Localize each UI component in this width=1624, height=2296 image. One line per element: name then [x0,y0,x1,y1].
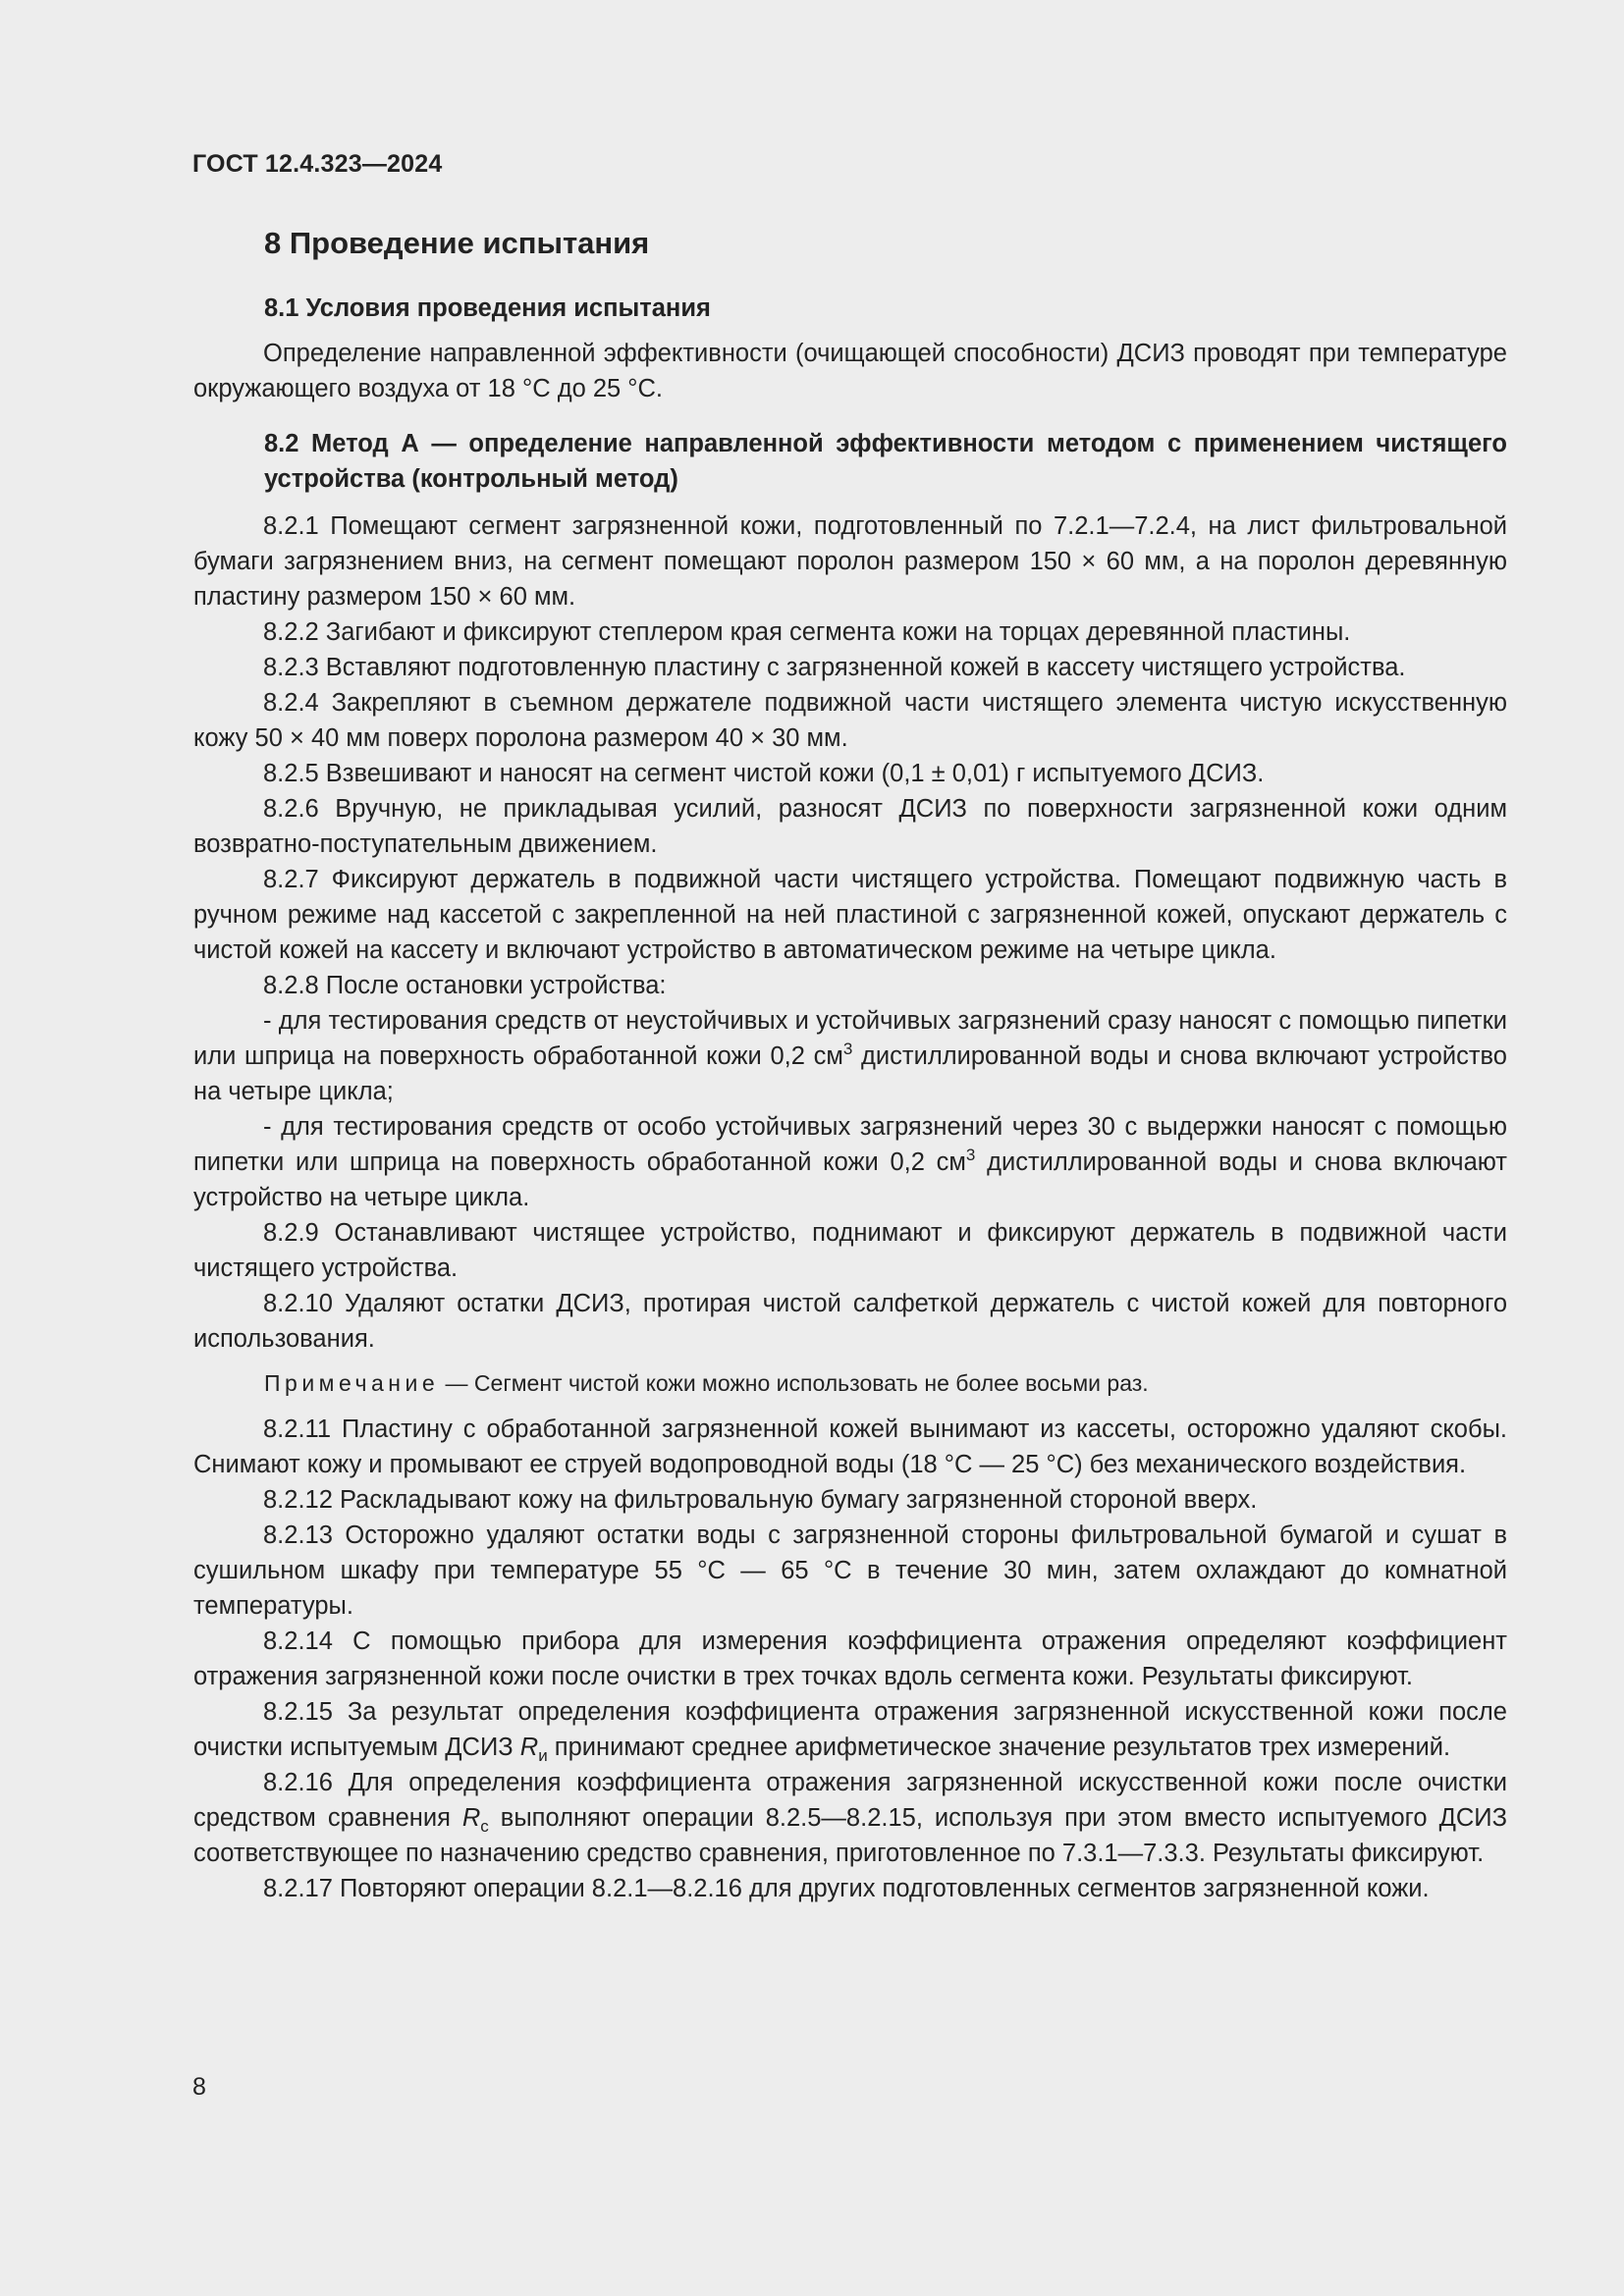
paragraph-8-1: Определение направленной эффективности (очищающей способности) ДСИЗ проводят при температуре окружающего воздуха от 18 °С до 25 °С. [193,340,1507,402]
bullet-text-b: дистиллированной воды и снова включают устройство на четыре цикла; [193,1042,1507,1105]
paragraph-8-2-8: 8.2.8 После остановки устройства: [263,972,667,999]
paragraph-8-2-14: 8.2.14 С помощью прибора для измерения коэффициента отражения определяют коэффициент отражения загрязненной кожи после очистки в трех точках вдоль сегмента кожи. Результаты фиксируют. [193,1628,1507,1690]
paragraph-8-2-13: 8.2.13 Осторожно удаляют остатки воды с загрязненной стороны фильтровальной бумагой и сушат в сушильном шкафу при температуре 55 °С — 65 °С в течение 30 мин, затем охлаждают до комнатной температуры. [193,1522,1507,1620]
paragraph-8-2-16 [193,1765,1507,1871]
paragraph-text-a: 8.2.16 Для определения коэффициента отражения загрязненной искусственной кожи после очистки средством сравнения [193,1769,1507,1832]
paragraph-8-2-6: 8.2.6 Вручную, не прикладывая усилий, разносят ДСИЗ по поверхности загрязненной кожи одним возвратно-поступательным движением. [193,795,1507,858]
subsection-8-1-title: 8.1 Условия проведения испытания [264,294,711,322]
page-content [193,222,1507,1906]
paragraph-text-a: 8.2.15 За результат определения коэффициента отражения загрязненной искусственной кожи после очистки испытуемым ДСИЗ [193,1698,1507,1761]
bullet-text-a: - для тестирования средств от неустойчивых и устойчивых загрязнений сразу наносят с помощью пипетки или шприца на поверхность обработанной кожи 0,2 см [193,1007,1507,1070]
paragraph-8-2-7: 8.2.7 Фиксируют держатель в подвижной части чистящего устройства. Помещают подвижную часть в ручном режиме над кассетой с закрепленной на ней пластиной с загрязненной кожей, опускают держатель с чистой кожей на кассету и включают устройство в автоматическом режиме на четыре цикла. [193,866,1507,964]
paragraph-8-2-1: 8.2.1 Помещают сегмент загрязненной кожи, подготовленный по 7.2.1—7.2.4, на лист фильтровальной бумаги загрязнением вниз, на сегмент помещают поролон размером 150 × 60 мм, а на поролон деревянную пластину размером 150 × 60 мм. [193,512,1507,611]
paragraph-8-2-11: 8.2.11 Пластину с обработанной загрязненной кожей вынимают из кассеты, осторожно удаляют скобы. Снимают кожу и промывают ее струей водопроводной воды (18 °С — 25 °С) без механического воздействия. [193,1415,1507,1478]
paragraph-8-2-2: 8.2.2 Загибают и фиксируют степлером края сегмента кожи на торцах деревянной пластины. [263,618,1351,646]
subscript: с [480,1817,489,1836]
superscript: 3 [965,1146,976,1164]
section-title: 8 Проведение испытания [264,226,650,260]
paragraph-8-2-3: 8.2.3 Вставляют подготовленную пластину с загрязненной кожей в кассету чистящего устройства. [263,654,1406,681]
subsection-8-2-title: 8.2 Метод А — определение направленной эффективности методом с применением чистящего устройства (контрольный метод) [264,430,1507,493]
paragraph-8-2-9: 8.2.9 Останавливают чистящее устройство, поднимают и фиксируют держатель в подвижной части чистящего устройства. [193,1219,1507,1282]
note-label: Примечание [264,1370,440,1396]
symbol-r: R [461,1804,481,1832]
paragraph-8-2-4: 8.2.4 Закрепляют в съемном держателе подвижной части чистящего элемента чистую искусственную кожу 50 × 40 мм поверх поролона размером 40 × 30 мм. [193,689,1507,752]
paragraph-8-2-5: 8.2.5 Взвешивают и наносят на сегмент чистой кожи (0,1 ± 0,01) г испытуемого ДСИЗ. [263,760,1265,787]
bullet-item [193,1003,1507,1109]
note [264,1368,1507,1398]
bullet-item [193,1109,1507,1215]
bullet-text-a: - для тестирования средств от особо устойчивых загрязнений через 30 с выдержки наносят с помощью пипетки или шприца на поверхность обработанной кожи 0,2 см [193,1113,1507,1176]
subscript: и [538,1746,548,1765]
page-number: 8 [192,2073,206,2101]
paragraph-text-b: принимают среднее арифметическое значение результатов трех измерений. [547,1734,1451,1761]
paragraph-text-b: выполняют операции 8.2.5—8.2.15, используя при этом вместо испытуемого ДСИЗ соответствующее по назначению средство сравнения, приготовленное по 7.3.1—7.3.3. Результаты фиксируют. [193,1804,1507,1867]
document-code: ГОСТ 12.4.323—2024 [192,150,443,178]
note-text: — Сегмент чистой кожи можно использовать не более восьми раз. [439,1370,1149,1396]
paragraph-8-2-17: 8.2.17 Повторяют операции 8.2.1—8.2.16 для других подготовленных сегментов загрязненной кожи. [263,1875,1430,1902]
superscript: 3 [842,1040,853,1058]
paragraph-8-2-12: 8.2.12 Раскладывают кожу на фильтровальную бумагу загрязненной стороной вверх. [263,1486,1258,1514]
paragraph-8-2-10: 8.2.10 Удаляют остатки ДСИЗ, протирая чистой салфеткой держатель с чистой кожей для повторного использования. [193,1290,1507,1353]
symbol-r: R [519,1734,539,1761]
bullet-text-b: дистиллированной воды и снова включают устройство на четыре цикла. [193,1148,1507,1211]
paragraph-8-2-15 [193,1694,1507,1765]
